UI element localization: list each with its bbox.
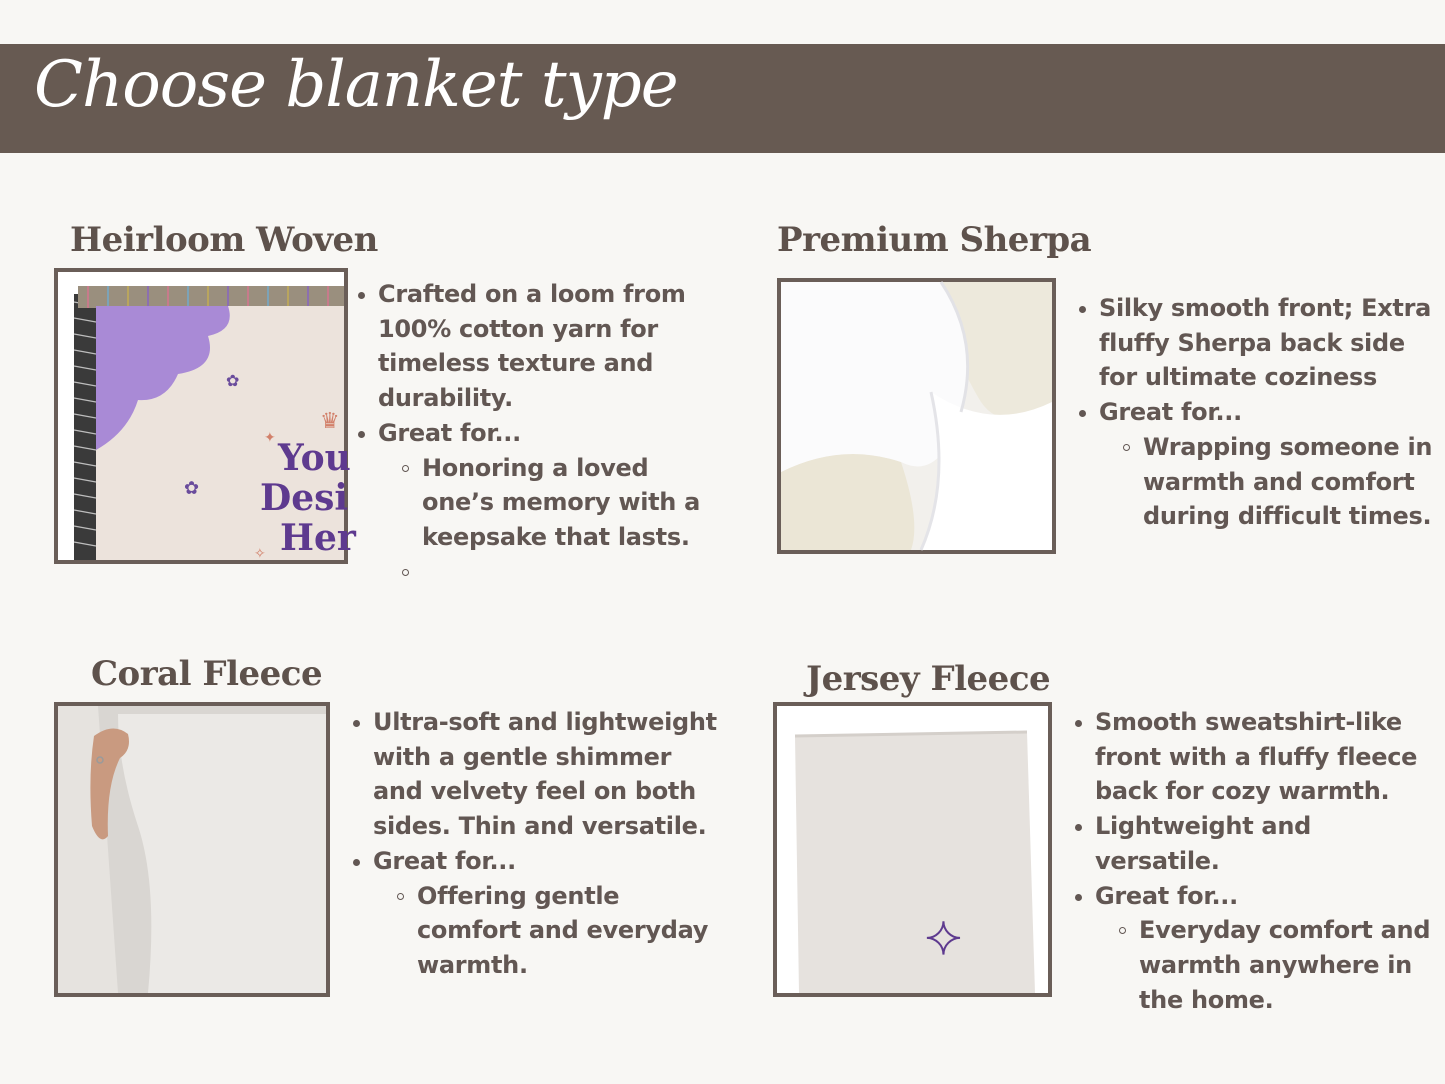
star-outline-icon: ✦ — [925, 914, 962, 965]
feature-item: Lightweight and versatile. — [1075, 809, 1437, 878]
jersey-fleece-image — [773, 702, 1052, 997]
header-banner — [0, 44, 1445, 153]
great-for-item: Everyday comfort and warmth anywhere in the home. — [1139, 913, 1437, 1017]
great-for-item-empty — [422, 555, 718, 590]
premium-sherpa-heading: Premium Sherpa — [777, 220, 1092, 260]
feature-item: Smooth sweatshirt-like front with a fluffy fleece back for cozy warmth. — [1075, 705, 1437, 809]
great-for-list — [1099, 430, 1439, 534]
crown-icon: ♛ — [320, 409, 340, 434]
great-for-list — [378, 451, 718, 590]
feature-item: Great for... Wrapping someone in warmth and comfort during difficult times. — [1079, 395, 1439, 534]
coral-fleece-features — [353, 705, 723, 983]
jersey-fleece-heading: Jersey Fleece — [806, 659, 1051, 699]
coral-fleece-illustration — [58, 706, 326, 993]
sparkle-icon: ✧ — [254, 546, 266, 562]
coral-fleece-image — [54, 702, 330, 997]
heirloom-woven-image — [54, 268, 356, 564]
feature-item: Crafted on a loom from 100% cotton yarn for timeless texture and durability. — [358, 277, 718, 416]
premium-sherpa-image — [777, 278, 1056, 554]
premium-sherpa-features — [1079, 291, 1439, 534]
great-for-item: Honoring a loved one’s memory with a keepsake that lasts. — [422, 451, 718, 555]
great-for-list — [373, 879, 723, 983]
flower-icon: ✿ — [184, 478, 200, 499]
coral-fleece-heading: Coral Fleece — [91, 654, 323, 694]
great-for-list — [1095, 913, 1437, 1017]
woven-blanket-illustration — [58, 272, 356, 562]
blanket-text-line-1: You — [278, 437, 351, 479]
heirloom-woven-features — [358, 277, 718, 589]
blanket-text-line-3: Her — [280, 517, 356, 559]
great-for-item: Offering gentle comfort and everyday warmth. — [417, 879, 723, 983]
feature-item: Great for... Honoring a loved one’s memory with a keepsake that lasts. — [358, 416, 718, 590]
feature-item: Great for... Everyday comfort and warmth anywhere in the home. — [1075, 879, 1437, 1018]
sherpa-blanket-illustration — [781, 282, 1052, 550]
jersey-fleece-features — [1075, 705, 1437, 1017]
blanket-text-line-2: Desi — [260, 477, 349, 519]
great-for-item: Wrapping someone in warmth and comfort during difficult times. — [1143, 430, 1439, 534]
heirloom-woven-heading: Heirloom Woven — [70, 220, 378, 260]
jersey-fleece-illustration — [777, 706, 1048, 993]
flower-icon: ✿ — [226, 371, 240, 390]
feature-item: Ultra-soft and lightweight with a gentle shimmer and velvety feel on both sides. Thin and versatile. — [353, 705, 723, 844]
sparkle-icon: ✦ — [264, 430, 276, 446]
feature-item: Silky smooth front; Extra fluffy Sherpa back side for ultimate coziness — [1079, 291, 1439, 395]
feature-item: Great for... Offering gentle comfort and everyday warmth. — [353, 844, 723, 983]
page-title: Choose blanket type — [34, 48, 678, 122]
